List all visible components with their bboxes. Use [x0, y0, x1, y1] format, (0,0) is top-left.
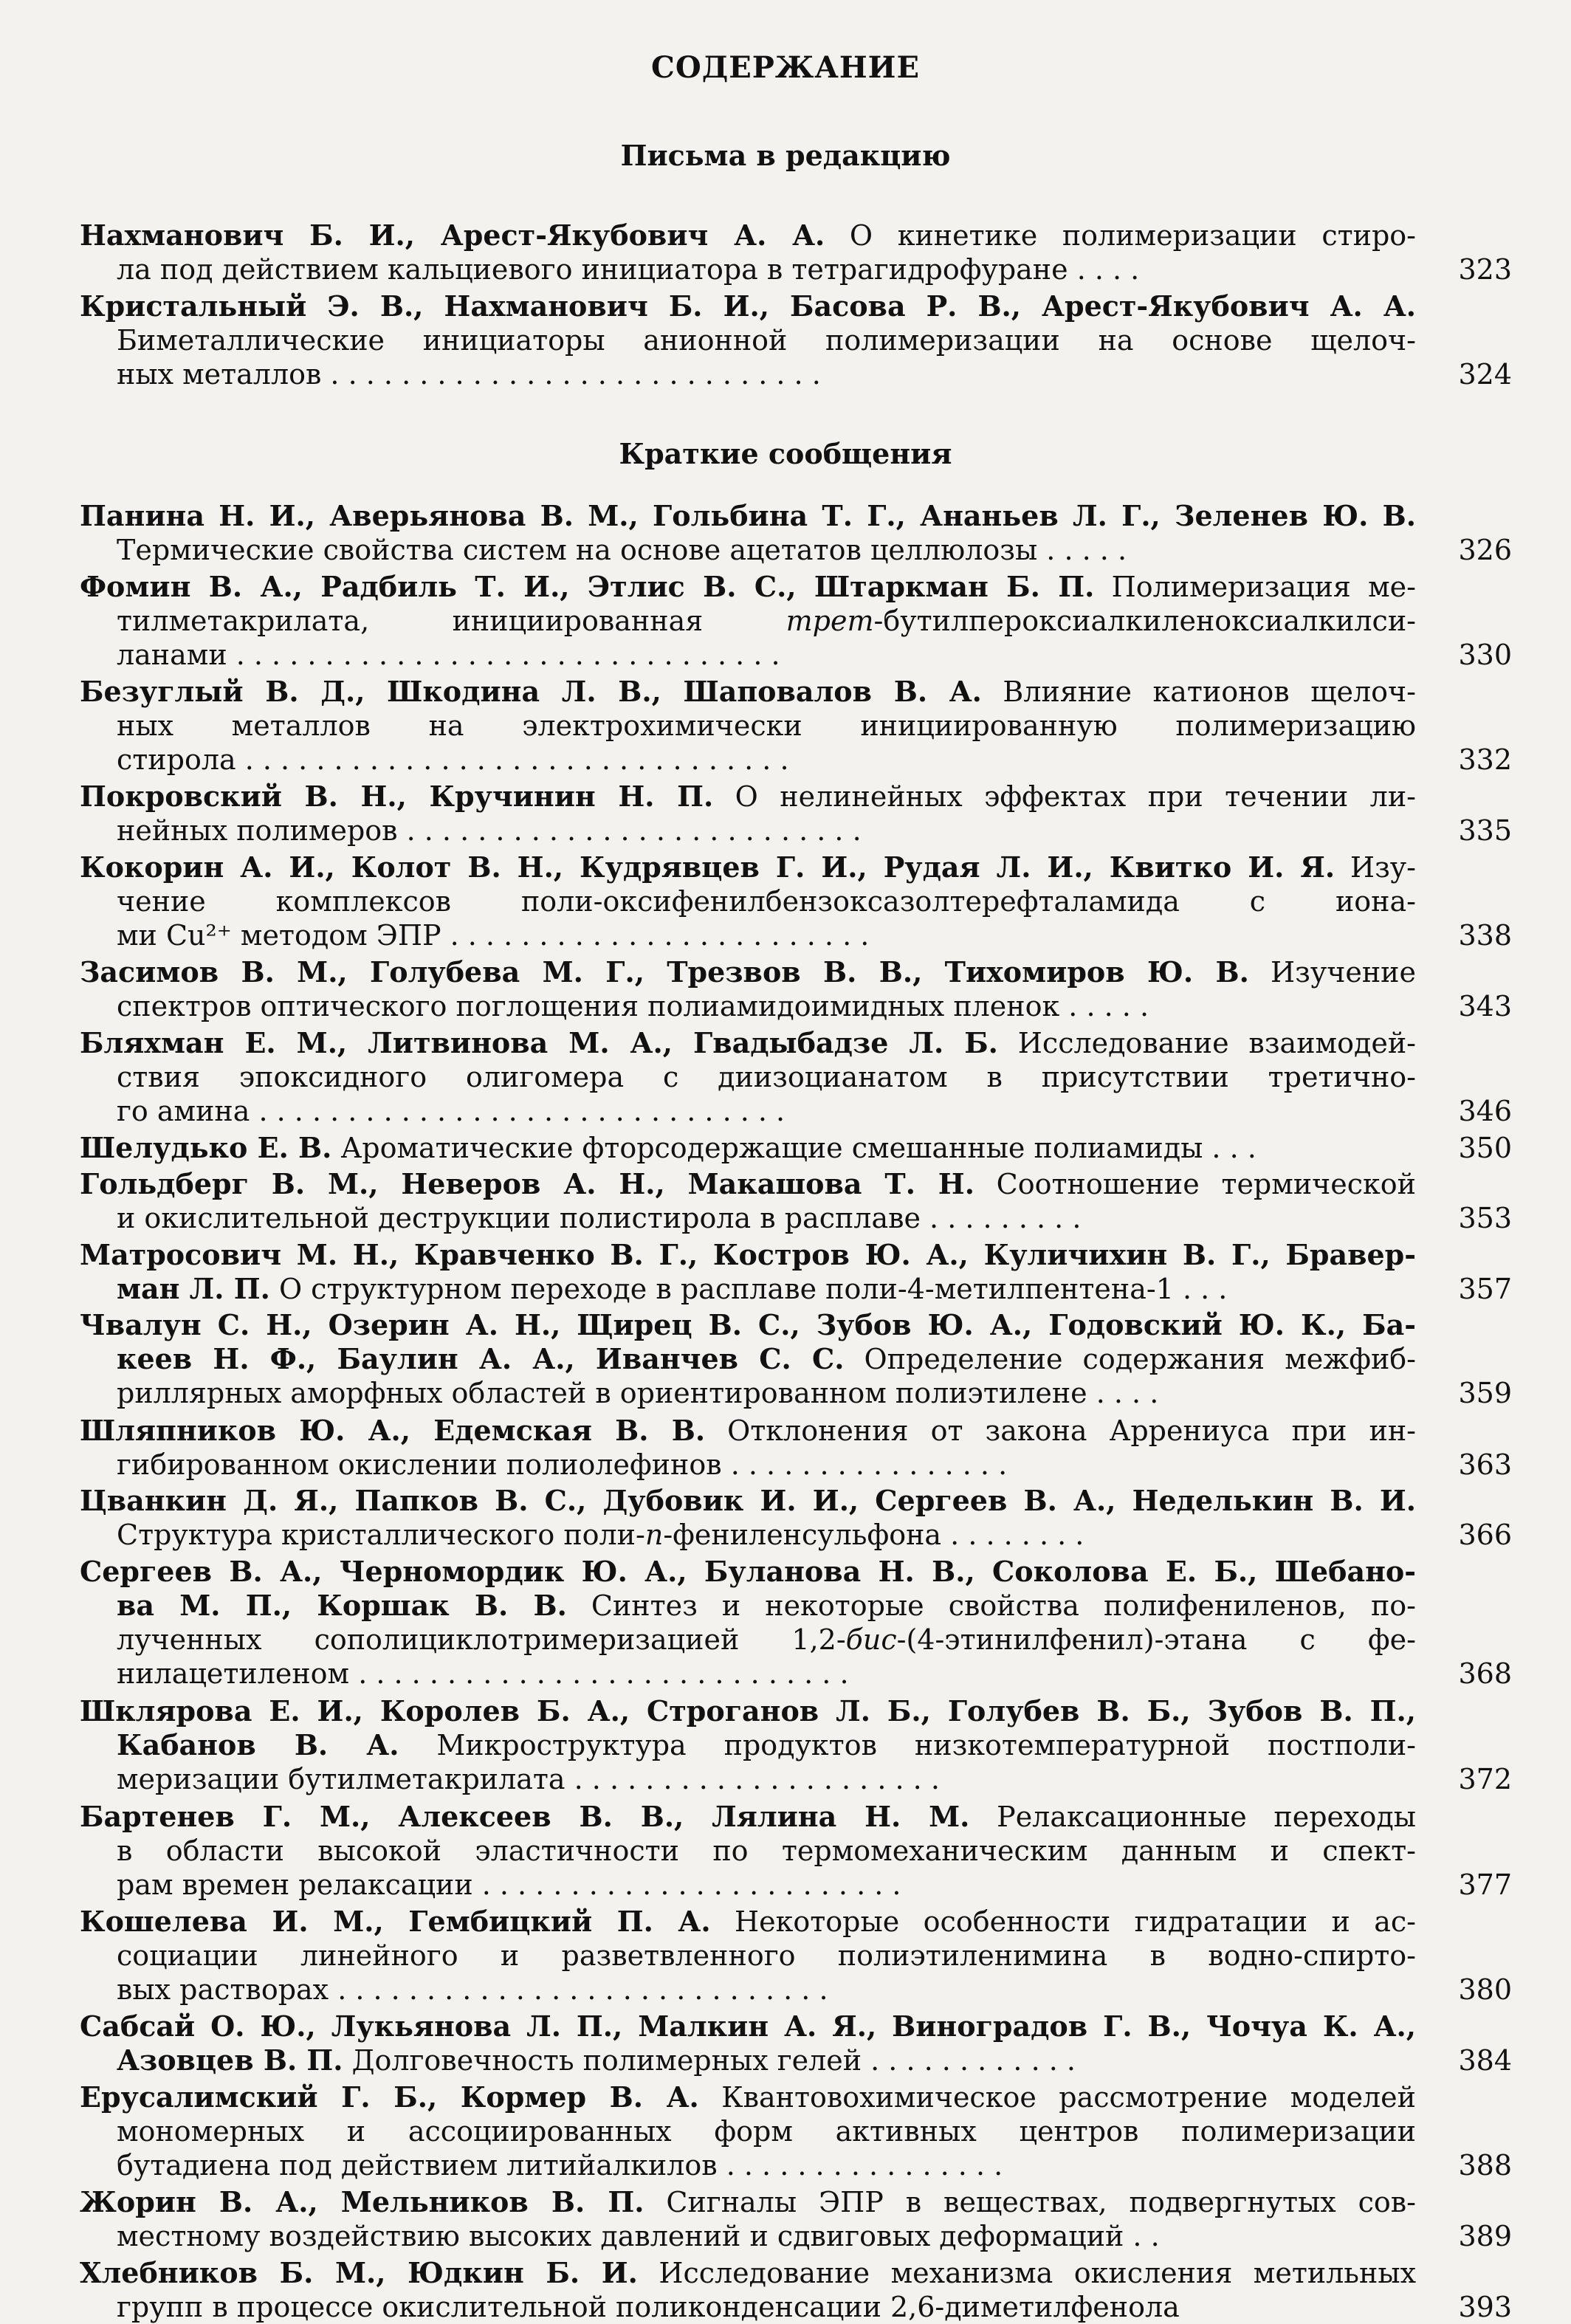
entry-authors: кеев Н. Ф., Баулин А. А., Иванчев С. С. [117, 1342, 845, 1376]
entry-authors: Кабанов В. А. [117, 1728, 399, 1762]
entry-authors: Бляхман Е. М., Литвинова М. А., Гвадыбадзе Л. Б. [80, 1026, 998, 1059]
entry-title-text: О кинетике полимеризации стиро- [825, 219, 1416, 252]
entry-authors: Хлебников Б. М., Юдкин Б. И. [80, 2256, 638, 2289]
entry-title-text: -фениленсульфона . . . . . . . . [663, 1519, 1084, 1552]
entry-title-text: тилметакрилата, инициированная [117, 604, 786, 637]
entry-authors: Кошелева И. М., Гембицкий П. А. [80, 1905, 711, 1938]
entry-title-text: Отклонения от закона Аррениуса при ин- [705, 1414, 1416, 1447]
page-number: 384 [1458, 2044, 1512, 2077]
entry-authors: Чвалун С. Н., Озерин А. Н., Щирец В. С., Зубов Ю. А., Годовский Ю. К., Ба- [80, 1308, 1416, 1342]
entry-authors: Цванкин Д. Я., Папков В. С., Дубовик И. И., Сергеев В. А., Неделькин В. И. [80, 1484, 1416, 1518]
page-number: 389 [1458, 2220, 1512, 2253]
toc-entry[interactable] [80, 1694, 1512, 1796]
page-number: 335 [1458, 814, 1512, 848]
entry-authors: Кокорин А. И., Колот В. Н., Кудрявцев Г. И., Рудая Л. И., Квитко И. Я. [80, 850, 1335, 884]
page-number: 357 [1458, 1272, 1512, 1305]
toc-entry[interactable] [80, 1167, 1512, 1235]
toc-entry[interactable] [80, 1484, 1512, 1552]
page-number: 393 [1458, 2291, 1512, 2323]
entry-authors: ва М. П., Коршак В. В. [117, 1589, 567, 1622]
entry-title-text: Сигналы ЭПР в веществах, подвергнутых сов- [644, 2186, 1416, 2219]
page-number: 359 [1458, 1377, 1512, 1410]
entry-title-text: мономерных и ассоциированных форм активных центров полимеризации [117, 2115, 1416, 2148]
page-number: 323 [1458, 253, 1512, 286]
entry-title-text: социации линейного и разветвленного полиэтиленимина в водно-спирто- [117, 1939, 1416, 1972]
toc-entry[interactable] [80, 2185, 1512, 2253]
toc-entry[interactable] [80, 1308, 1512, 1410]
page-title: СОДЕРЖАНИЕ [651, 50, 920, 85]
entry-title-text: Определение содержания межфиб- [844, 1343, 1416, 1376]
entry-title-text: -бутилпероксиалкиленоксиалкилси- [873, 604, 1416, 637]
page-number: 372 [1458, 1763, 1512, 1796]
toc-entry[interactable] [80, 955, 1512, 1023]
entry-title-text: Изучение [1248, 956, 1416, 989]
entry-title-text: ми Cu²⁺ методом ЭПР . . . . . . . . . . . . . . . . . . . . . . . . [117, 919, 870, 952]
entry-title-text: Структура кристаллического поли- [117, 1519, 645, 1552]
toc-entry[interactable] [80, 1414, 1512, 1482]
entry-title-text: Термические свойства систем на основе ацетатов целлюлозы . . . . . [117, 534, 1127, 566]
toc-entry[interactable] [80, 675, 1512, 777]
entry-title-text: в области высокой эластичности по термомеханическим данным и спект- [117, 1834, 1416, 1867]
toc-entry[interactable] [80, 780, 1512, 848]
entry-authors: Фомин В. А., Радбиль Т. И., Этлис В. С., Штаркман Б. П. [80, 569, 1095, 603]
toc-entry[interactable] [80, 289, 1512, 391]
entry-title-text: бутадиена под действием литийалкилов . . . . . . . . . . . . . . . . [117, 2149, 1003, 2182]
page-number: 330 [1458, 638, 1512, 671]
page-number: 363 [1458, 1448, 1512, 1481]
entry-italic-text: бис [845, 1623, 897, 1656]
page-number: 332 [1458, 743, 1512, 776]
page-number: 346 [1458, 1095, 1512, 1127]
entry-authors: Сергеев В. А., Черномордик Ю. А., Буланова Н. В., Соколова Е. Б., Шебано- [80, 1555, 1416, 1588]
entry-title-text: О нелинейных эффектах при течении ли- [713, 780, 1416, 814]
entry-title-text: ла под действием кальциевого инициатора в тетрагидрофуране . . . . [117, 253, 1140, 286]
entry-title-text: Исследование взаимодей- [997, 1027, 1416, 1059]
entry-title-text: Влияние катионов щелоч- [981, 675, 1416, 708]
entry-authors: Азовцев В. П. [117, 2043, 343, 2077]
entry-title-text: -(4-этинилфенил)-этана с фе- [896, 1623, 1416, 1656]
entry-title-text: ствия эпоксидного олигомера с диизоцианатом в присутствии третично- [117, 1061, 1416, 1093]
entry-authors: Гольдберг В. М., Неверов А. Н., Макашова Т. Н. [80, 1167, 974, 1201]
entry-authors: ман Л. П. [117, 1271, 270, 1305]
entry-title-text: О структурном переходе в расплаве поли-4-метилпентена-1 . . . [269, 1272, 1228, 1305]
toc-entry[interactable] [80, 2010, 1512, 2077]
toc-entry[interactable] [80, 1905, 1512, 2007]
entry-title-text: Изу- [1335, 851, 1416, 884]
entry-title-text: ных металлов на электрохимически инициированную полимеризацию [117, 709, 1416, 742]
entry-authors: Ерусалимский Г. Б., Кормер В. А. [80, 2080, 699, 2114]
entry-authors: Засимов В. М., Голубева М. Г., Трезвов В. В., Тихомиров Ю. В. [80, 955, 1249, 989]
page-number: 388 [1458, 2149, 1512, 2182]
entry-title-text: Некоторые особенности гидратации и ас- [710, 1905, 1416, 1938]
entry-authors: Безуглый В. Д., Шкодина Л. В., Шаповалов В. А. [80, 675, 982, 708]
toc-entry[interactable] [80, 1555, 1512, 1691]
entry-authors: Жорин В. А., Мельников В. П. [80, 2185, 644, 2219]
toc-entry[interactable] [80, 1131, 1512, 1165]
entry-title-text: нейных полимеров . . . . . . . . . . . . . . . . . . . . . . . . . . [117, 814, 862, 848]
entry-authors: Шклярова Е. И., Королев Б. А., Строганов Л. Б., Голубев В. Б., Зубов В. П., [80, 1694, 1416, 1728]
page-number: 326 [1458, 534, 1512, 566]
entry-authors: Кристальный Э. В., Нахманович Б. И., Басова Р. В., Арест-Якубович А. А. [80, 289, 1416, 323]
entry-title-text: Долговечность полимерных гелей . . . . . . . . . . . . [343, 2044, 1076, 2077]
entry-title-text: вых растворах . . . . . . . . . . . . . . . . . . . . . . . . . . . . [117, 1973, 828, 2006]
entry-italic-text: п [644, 1519, 664, 1552]
entry-authors: Нахманович Б. И., Арест-Якубович А. А. [80, 219, 825, 252]
entry-title-text: Квантовохимическое рассмотрение моделей [698, 2081, 1416, 2114]
toc-entry[interactable] [80, 2080, 1512, 2182]
toc-entry[interactable] [80, 570, 1512, 672]
toc-entry[interactable] [80, 1238, 1512, 1306]
entry-authors: Бартенев Г. М., Алексеев В. В., Лялина Н. М. [80, 1799, 970, 1833]
toc-entry[interactable] [80, 1800, 1512, 1902]
toc-entry[interactable] [80, 2256, 1512, 2324]
entry-title-text: ланами . . . . . . . . . . . . . . . . . . . . . . . . . . . . . . . [117, 638, 780, 671]
page-number: 350 [1458, 1132, 1512, 1165]
entry-title-text: местному воздействию высоких давлений и сдвиговых деформаций . . [117, 2220, 1160, 2253]
page-number: 380 [1458, 1973, 1512, 2006]
entry-title-text: рам времен релаксации . . . . . . . . . . . . . . . . . . . . . . . . [117, 1868, 901, 1901]
entry-title-text: стирола . . . . . . . . . . . . . . . . . . . . . . . . . . . . . . . [117, 743, 789, 776]
entry-italic-text: трет [786, 604, 874, 637]
entry-authors: Покровский В. Н., Кручинин Н. П. [80, 780, 714, 814]
section-title: Письма в редакцию [620, 139, 951, 172]
entry-title-text: Ароматические фторсодержащие смешанные полиамиды . . . [331, 1132, 1257, 1165]
entry-authors: Шелудько Е. В. [80, 1131, 332, 1165]
entry-title-text: Биметаллические инициаторы анионной полимеризации на основе щелоч- [117, 323, 1416, 357]
section-title: Краткие сообщения [619, 437, 952, 470]
entry-title-text: групп в процессе окислительной поликонденсации 2,6-диметилфенола [117, 2291, 1180, 2323]
toc-entry[interactable] [80, 850, 1512, 952]
page-number: 368 [1458, 1657, 1512, 1690]
entry-title-text: нилацетиленом . . . . . . . . . . . . . . . . . . . . . . . . . . . . [117, 1657, 849, 1690]
entry-title-text: Полимеризация ме- [1094, 570, 1416, 603]
toc-entry[interactable] [80, 1026, 1512, 1128]
toc-entry[interactable] [80, 499, 1512, 567]
entry-title-text: ных металлов . . . . . . . . . . . . . . . . . . . . . . . . . . . . [117, 357, 821, 391]
entry-title-text: Соотношение термической [974, 1168, 1416, 1201]
entry-title-text: Исследование механизма окисления метильных [637, 2257, 1416, 2289]
entry-title-text: спектров оптического поглощения полиамидоимидных пленок . . . . . [117, 990, 1149, 1023]
page-number: 377 [1458, 1868, 1512, 1901]
page-number: 366 [1458, 1519, 1512, 1552]
entry-title-text: и окислительной деструкции полистирола в расплаве . . . . . . . . . [117, 1202, 1082, 1235]
page-number: 324 [1458, 357, 1512, 391]
entry-title-text: чение комплексов поли-оксифенилбензоксазолтерефталамида с иона- [117, 885, 1416, 918]
entry-title-text: го амина . . . . . . . . . . . . . . . . . . . . . . . . . . . . . . [117, 1095, 786, 1127]
entry-title-text: меризации бутилметакрилата . . . . . . . . . . . . . . . . . . . . . [117, 1763, 940, 1796]
toc-entry[interactable] [80, 219, 1512, 286]
entry-title-text: лученных сополициклотримеризацией 1,2- [117, 1623, 846, 1656]
entry-title-text: гибированном окислении полиолефинов . . . . . . . . . . . . . . . . [117, 1448, 1008, 1481]
entry-title-text: риллярных аморфных областей в ориентированном полиэтилене . . . . [117, 1377, 1159, 1410]
entry-authors: Шляпников Ю. А., Едемская В. В. [80, 1413, 706, 1447]
entry-authors: Сабсай О. Ю., Лукьянова Л. П., Малкин А. Я., Виноградов Г. В., Чочуа К. А., [80, 2010, 1416, 2043]
entry-authors: Матросович М. Н., Кравченко В. Г., Костров Ю. А., Куличихин В. Г., Бравер- [80, 1237, 1416, 1271]
entry-title-text: Релаксационные переходы [969, 1800, 1416, 1833]
page-number: 343 [1458, 990, 1512, 1023]
entry-title-text: Синтез и некоторые свойства полифениленов, по- [566, 1589, 1416, 1622]
page-number: 338 [1458, 919, 1512, 952]
entry-authors: Панина Н. И., Аверьянова В. М., Гольбина Т. Г., Ананьев Л. Г., Зеленев Ю. В. [80, 499, 1416, 532]
entry-title-text: Микроструктура продуктов низкотемпературной постполи- [399, 1729, 1416, 1762]
page-number: 353 [1458, 1202, 1512, 1235]
